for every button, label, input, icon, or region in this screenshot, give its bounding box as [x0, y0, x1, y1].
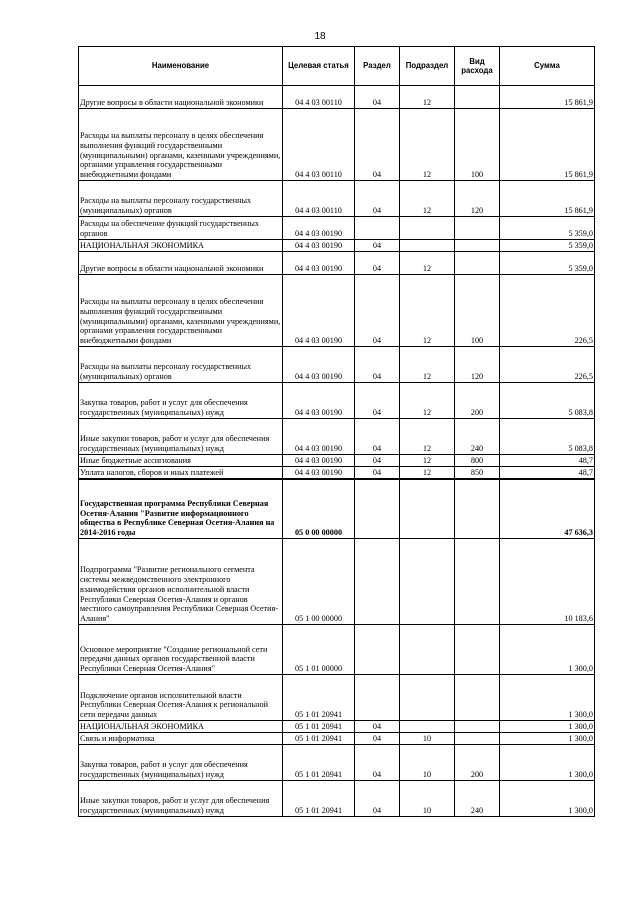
- row-section-cell: 04: [355, 275, 400, 347]
- row-subsection-cell: 12: [400, 252, 455, 275]
- row-sum-cell: 48,7: [500, 467, 595, 479]
- row-name-cell: НАЦИОНАЛЬНАЯ ЭКОНОМИКА: [79, 240, 283, 252]
- row-section-cell: 04: [355, 781, 400, 817]
- row-section-cell: 04: [355, 86, 400, 109]
- row-sum-cell: 1 300,0: [500, 745, 595, 781]
- table-row: [79, 240, 595, 252]
- table-row: [79, 745, 595, 781]
- row-subsection-cell: [400, 539, 455, 625]
- row-expense-cell: [455, 675, 500, 721]
- row-name-cell: Связь и информатика: [79, 733, 283, 745]
- row-sum-cell: 10 183,6: [500, 539, 595, 625]
- table-row: [79, 419, 595, 455]
- row-target-cell: 05 1 01 20941: [283, 733, 355, 745]
- row-subsection-cell: [400, 240, 455, 252]
- row-sum-cell: 1 300,0: [500, 675, 595, 721]
- row-section-cell: [355, 625, 400, 675]
- row-target-cell: 04 4 03 00190: [283, 275, 355, 347]
- row-target-cell: 04 4 03 00190: [283, 467, 355, 479]
- row-section-cell: 04: [355, 419, 400, 455]
- table-body: [79, 86, 595, 817]
- table-row: [79, 721, 595, 733]
- row-subsection-cell: 10: [400, 781, 455, 817]
- row-expense-cell: 850: [455, 467, 500, 479]
- row-target-cell: 04 4 03 00110: [283, 109, 355, 181]
- row-expense-cell: [455, 733, 500, 745]
- row-section-cell: 04: [355, 745, 400, 781]
- row-subsection-cell: 12: [400, 383, 455, 419]
- page-number: 18: [314, 31, 326, 42]
- row-sum-cell: 5 083,8: [500, 383, 595, 419]
- header-section: Раздел: [355, 47, 400, 86]
- row-name-cell: Основное мероприятие "Создание региональной сети передачи данных органов государственной власти Республики Северная Осетия-Алания": [79, 625, 283, 675]
- row-name-cell: Другие вопросы в области национальной экономики: [79, 86, 283, 109]
- row-sum-cell: 5 359,0: [500, 252, 595, 275]
- row-expense-cell: 120: [455, 347, 500, 383]
- row-name-cell: Закупка товаров, работ и услуг для обеспечения государственных (муниципальных) нужд: [79, 745, 283, 781]
- row-section-cell: 04: [355, 347, 400, 383]
- row-target-cell: 04 4 03 00110: [283, 181, 355, 217]
- row-sum-cell: 5 359,0: [500, 217, 595, 240]
- row-expense-cell: [455, 217, 500, 240]
- table-row: [79, 181, 595, 217]
- row-expense-cell: 240: [455, 419, 500, 455]
- row-expense-cell: [455, 86, 500, 109]
- row-expense-cell: [455, 252, 500, 275]
- row-subsection-cell: 12: [400, 275, 455, 347]
- row-section-cell: 04: [355, 252, 400, 275]
- table-row: [79, 86, 595, 109]
- table-row: [79, 252, 595, 275]
- row-name-cell: Государственная программа Республики Северная Осетия-Алания "Развитие информационного общества в Республике Северная Осетия-Алания на 2014-2016 годы: [79, 479, 283, 539]
- row-sum-cell: 1 300,0: [500, 781, 595, 817]
- row-name-cell: Другие вопросы в области национальной экономики: [79, 252, 283, 275]
- header-name: Наименование: [79, 47, 283, 86]
- row-subsection-cell: 12: [400, 347, 455, 383]
- row-subsection-cell: 12: [400, 455, 455, 467]
- header-target-article: Целевая статья: [283, 47, 355, 86]
- table-row: [79, 539, 595, 625]
- row-section-cell: 04: [355, 383, 400, 419]
- row-target-cell: 05 1 00 00000: [283, 539, 355, 625]
- row-subsection-cell: 12: [400, 467, 455, 479]
- row-expense-cell: [455, 625, 500, 675]
- row-target-cell: 04 4 03 00190: [283, 419, 355, 455]
- row-section-cell: 04: [355, 733, 400, 745]
- row-target-cell: 04 4 03 00110: [283, 86, 355, 109]
- table-row: [79, 675, 595, 721]
- row-section-cell: [355, 217, 400, 240]
- table-row: [79, 467, 595, 479]
- row-target-cell: 05 1 01 20941: [283, 745, 355, 781]
- row-target-cell: 04 4 03 00190: [283, 240, 355, 252]
- row-section-cell: 04: [355, 181, 400, 217]
- row-section-cell: 04: [355, 109, 400, 181]
- row-target-cell: 04 4 03 00190: [283, 347, 355, 383]
- row-target-cell: 05 1 01 20941: [283, 675, 355, 721]
- row-section-cell: 04: [355, 721, 400, 733]
- row-name-cell: Расходы на выплаты персоналу в целях обеспечения выполнения функций государственными (муниципальными) органами, казенными учреждениями, органами управления государственными внебюджетными фондами: [79, 109, 283, 181]
- row-section-cell: [355, 675, 400, 721]
- row-expense-cell: [455, 721, 500, 733]
- row-target-cell: 05 0 00 00000: [283, 479, 355, 539]
- row-target-cell: 04 4 03 00190: [283, 383, 355, 419]
- row-expense-cell: 200: [455, 745, 500, 781]
- row-subsection-cell: 12: [400, 86, 455, 109]
- row-expense-cell: 800: [455, 455, 500, 467]
- row-name-cell: Уплата налогов, сборов и иных платежей: [79, 467, 283, 479]
- row-name-cell: НАЦИОНАЛЬНАЯ ЭКОНОМИКА: [79, 721, 283, 733]
- header-subsection: Подраздел: [400, 47, 455, 86]
- row-target-cell: 05 1 01 20941: [283, 781, 355, 817]
- row-subsection-cell: [400, 721, 455, 733]
- table-row: [79, 217, 595, 240]
- row-subsection-cell: [400, 479, 455, 539]
- row-sum-cell: 48,7: [500, 455, 595, 467]
- row-name-cell: Подключение органов исполнительной власти Республики Северная Осетия-Алания к региональной сети передачи данных: [79, 675, 283, 721]
- row-sum-cell: 47 636,3: [500, 479, 595, 539]
- row-subsection-cell: 12: [400, 109, 455, 181]
- table-row: [79, 781, 595, 817]
- row-target-cell: 04 4 03 00190: [283, 252, 355, 275]
- table-row: [79, 347, 595, 383]
- row-expense-cell: 100: [455, 275, 500, 347]
- row-expense-cell: 100: [455, 109, 500, 181]
- header-expense-type: Вид расхода: [455, 47, 500, 86]
- table-row: [79, 109, 595, 181]
- row-expense-cell: 200: [455, 383, 500, 419]
- row-subsection-cell: 10: [400, 733, 455, 745]
- row-target-cell: 05 1 01 00000: [283, 625, 355, 675]
- row-sum-cell: 5 359,0: [500, 240, 595, 252]
- row-name-cell: Закупка товаров, работ и услуг для обеспечения государственных (муниципальных) нужд: [79, 383, 283, 419]
- row-sum-cell: 5 083,8: [500, 419, 595, 455]
- row-section-cell: 04: [355, 455, 400, 467]
- row-sum-cell: 226,5: [500, 275, 595, 347]
- row-sum-cell: 15 861,9: [500, 86, 595, 109]
- row-sum-cell: 1 300,0: [500, 733, 595, 745]
- table-header-row: [79, 47, 595, 86]
- row-expense-cell: [455, 539, 500, 625]
- row-name-cell: Иные закупки товаров, работ и услуг для обеспечения государственных (муниципальных) нужд: [79, 781, 283, 817]
- table-row: [79, 625, 595, 675]
- row-section-cell: [355, 479, 400, 539]
- row-subsection-cell: [400, 625, 455, 675]
- row-subsection-cell: 10: [400, 745, 455, 781]
- table-row: [79, 275, 595, 347]
- row-target-cell: 05 1 01 20941: [283, 721, 355, 733]
- row-subsection-cell: 12: [400, 181, 455, 217]
- row-target-cell: 04 4 03 00190: [283, 217, 355, 240]
- row-sum-cell: 15 861,9: [500, 109, 595, 181]
- header-sum: Сумма: [500, 47, 595, 86]
- row-section-cell: [355, 539, 400, 625]
- row-expense-cell: 240: [455, 781, 500, 817]
- row-target-cell: 04 4 03 00190: [283, 455, 355, 467]
- row-expense-cell: [455, 240, 500, 252]
- row-section-cell: 04: [355, 240, 400, 252]
- row-name-cell: Расходы на выплаты персоналу государственных (муниципальных) органов: [79, 347, 283, 383]
- table-row: [79, 455, 595, 467]
- row-subsection-cell: 12: [400, 419, 455, 455]
- row-name-cell: Расходы на выплаты персоналу в целях обеспечения выполнения функций государственными (муниципальными) органами, казенными учреждениями, органами управления государственными внебюджетными фондами: [79, 275, 283, 347]
- row-name-cell: Иные бюджетные ассигнования: [79, 455, 283, 467]
- row-sum-cell: 1 300,0: [500, 721, 595, 733]
- budget-table: [78, 46, 595, 817]
- row-expense-cell: [455, 479, 500, 539]
- row-name-cell: Расходы на обеспечение функций государственных органов: [79, 217, 283, 240]
- table-row: [79, 383, 595, 419]
- row-name-cell: Иные закупки товаров, работ и услуг для обеспечения государственных (муниципальных) нужд: [79, 419, 283, 455]
- row-sum-cell: 226,5: [500, 347, 595, 383]
- row-section-cell: 04: [355, 467, 400, 479]
- table-row: [79, 479, 595, 539]
- table-row: [79, 733, 595, 745]
- row-sum-cell: 15 861,9: [500, 181, 595, 217]
- row-subsection-cell: [400, 217, 455, 240]
- row-name-cell: Расходы на выплаты персоналу государственных (муниципальных) органов: [79, 181, 283, 217]
- row-name-cell: Подпрограмма "Развитие регионального сегмента системы межведомственного электронного взаимодействия органов исполнительной власти Республики Северная Осетия-Алания и органов местного самоуправления Республики Северная Осетия-Алания": [79, 539, 283, 625]
- row-subsection-cell: [400, 675, 455, 721]
- row-sum-cell: 1 300,0: [500, 625, 595, 675]
- row-expense-cell: 120: [455, 181, 500, 217]
